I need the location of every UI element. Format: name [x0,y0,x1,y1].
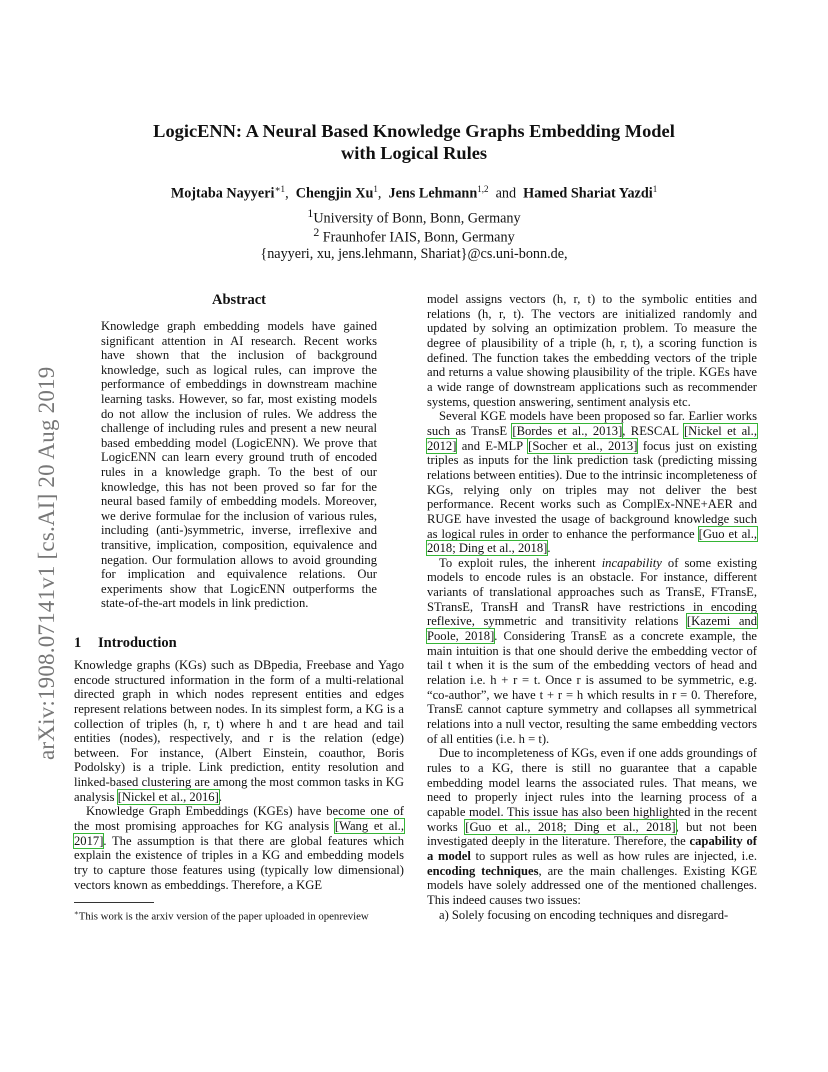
citation-link[interactable]: [Guo et al., 2018; Ding et al., 2018] [427,526,757,556]
affiliation-bonn: $^1$University of Bonn, Bonn, Germany [307,206,521,227]
author-4-affil: 1 [652,184,658,194]
emphasis-text: incapability [601,555,662,570]
author-3-affil: 1,2 [477,184,489,194]
footnote-divider [74,902,154,903]
author-emails: {nayyeri, xu, jens.lehmann, Shariat}@cs.uni-bonn.de, [260,246,568,262]
citation-link[interactable]: [Nickel et al., 2016] [117,789,219,804]
citation-link[interactable]: [Socher et al., 2013] [528,438,638,453]
citation-link[interactable]: [Guo et al., 2018; Ding et al., 2018] [465,819,676,834]
author-1: Mojtaba Nayyeri [170,185,275,202]
title-line-2: with Logical Rules [340,143,488,163]
left-column [74,292,404,924]
author-list: Mojtaba Nayyeri$^{∗1}$, Chengjin Xu$^1$, Jens Lehmann$^{1,2}$ and Hamed Shariat Yazdi$^1$ [170,184,658,202]
citation-link[interactable]: [Bordes et al., 2013] [512,423,623,438]
arxiv-identifier-watermark [34,290,59,760]
author-2-affil: 1 [373,184,378,194]
right-paragraph-4: Due to incompleteness of KGs, even if one adds groundings of rules to a KG, there is still no guarantee that a capable embedding model learns the associated rules. That means, we need to properly inject rules into the learning process of a capable model. This issue has also been highlighted in the recent works [Guo et al., 2018; Ding et al., 2018], but not been investigated deeply in the literature. Therefore, the capability of a model to support rules as well as how rules are injected, i.e. encoding techniques, are the main challenges. Existing KGE models have solely addressed one of the mentioned challenges. This indeed causes two issues: [427,746,758,907]
intro-paragraph-1: Knowledge graphs (KGs) such as DBpedia, Freebase and Yago encode structured information in the form of a multi-relational directed graph in which nodes represent entities and edges represent relations between nodes. In its simplest form, a KG is a collection of triples (h, r, t) where h and t are head and tail entities (nodes), respectively, and r is the relation (edge) between. For instance, (Albert Einstein, coauthor, Boris Podolsky) is a triple. Link prediction, entity resolution and linked-based clustering are among the most common tasks in KG analysis [Nickel et al., 2016]. [74,657,404,804]
arxiv-id-text: arXiv:1908.07141v1 [cs.AI] 20 Aug 2019 [34,366,59,760]
right-column [427,292,757,922]
footnote-mark: ∗ [74,909,79,918]
citation-link[interactable]: [Kazemi and Poole, 2018] [427,614,758,644]
author-3: Jens Lehmann [388,185,478,202]
citation-link[interactable]: [Nickel et al., 2012] [427,423,757,453]
bold-term: capability of a model [427,834,757,863]
section-number: 1 [74,634,82,651]
author-4: Hamed Shariat Yazdi [523,185,653,202]
right-paragraph-3: To exploit rules, the inherent incapability of some existing models to encode rules is an obstacle. For instance, different variants of translational approaches such as TransE, FTransE, STransE, TransH and TransR have restrictions in encoding reflexive, symmetric and transitivity relations [Kazemi and Poole, 2018]. Considering TransE as a concrete example, the main intuition is that one should derive the embedding vector of tail t when it is the sum of the embedding vectors of head and relation i.e. h + r = t. Once r is assumed to be symmetric, e.g. “co-author”, we have t + r = h which results in r = 0. Therefore, TransE cannot capture symmetry and collapses all symmetrical relations into a null vector, resulting the same embedding vectors of all entities (i.e. h = t). [427,555,758,746]
paper-title [90,120,738,164]
right-paragraph-2: Several KGE models have been proposed so far. Earlier works such as TransE [Bordes et al., 2013], RESCAL [Nickel et al., 2012] and E-MLP [Socher et al., 2013] focus just on existing triples as inputs for the link prediction task (predicting missing relations between entities). Due to the intrinsic incompleteness of KGs, relying only on triples may not deliver the best performance. Recent works such as ComplEx-NNE+AER and RUGE have invested the usage of background knowledge such as logical rules in order to enhance the performance [Guo et al., 2018; Ding et al., 2018]. [427,409,758,556]
section-heading-introduction [74,635,404,652]
author-2: Chengjin Xu [295,185,374,202]
section-title: Introduction [98,634,177,651]
bold-term: encoding techniques [427,863,539,878]
citation-link[interactable]: [Wang et al., 2017] [74,819,404,848]
author-1-affil: ∗1 [274,184,286,194]
abstract-text: Knowledge graph embedding models have gained significant attention in AI research. Recent works have shown that the inclusion of background knowledge, such as logical rules, can improve the performance of embeddings in downstream machine learning tasks. However, so far, most existing models do not allow the inclusion of rules. We address the challenge of including rules and present a new neural based embedding model (LogicENN). We prove that LogicENN can learn every ground truth of encoded rules in a knowledge graph. To the best of our knowledge, this has not been proved so far for the neural based family of embedding models. Moreover, we derive formulae for the inclusion of various rules, including (anti-)symmetric, inverse, irreflexive and transitive, implication, composition, equivalence and negation. Our formulation allows to avoid grounding for implication and equivalence relations. Our experiments show that LogicENN outperforms the state-of-the-art models in link prediction. [101,319,377,611]
title-line-1: LogicENN: A Neural Based Knowledge Graphs Embedding Model [153,121,675,141]
affiliation-fraunhofer: $^2$ Fraunhofer IAIS, Bonn, Germany [313,225,515,246]
right-paragraph-1: model assigns vectors (h, r, t) to the symbolic entities and relations (h, r, t). The vectors are initialized randomly and updated by solving an optimization problem. To measure the degree of plausibility of a triple (h, r, t), a scoring function is defined. The function takes the embedding vectors of the triple and returns a value showing plausibility of the triple. KGEs have a wide range of downstream applications such as recommender systems, question answering, sentiment analysis etc. [427,292,757,409]
footnote: ∗This work is the arxiv version of the paper uploaded in openreview [74,909,369,923]
author-conjunction: and [495,185,517,202]
right-paragraph-5: a) Solely focusing on encoding techniques and disregard- [439,907,729,922]
intro-paragraph-2: Knowledge Graph Embeddings (KGEs) have become one of the most promising approaches for KG analysis [Wang et al., 2017]. The assumption is that there are global features which explain the existence of triples in a KG and embedding models try to capture those features using (typically low dimensional) vectors known as embeddings. Therefore, a KGE [74,804,404,892]
abstract-heading: Abstract [212,292,266,308]
